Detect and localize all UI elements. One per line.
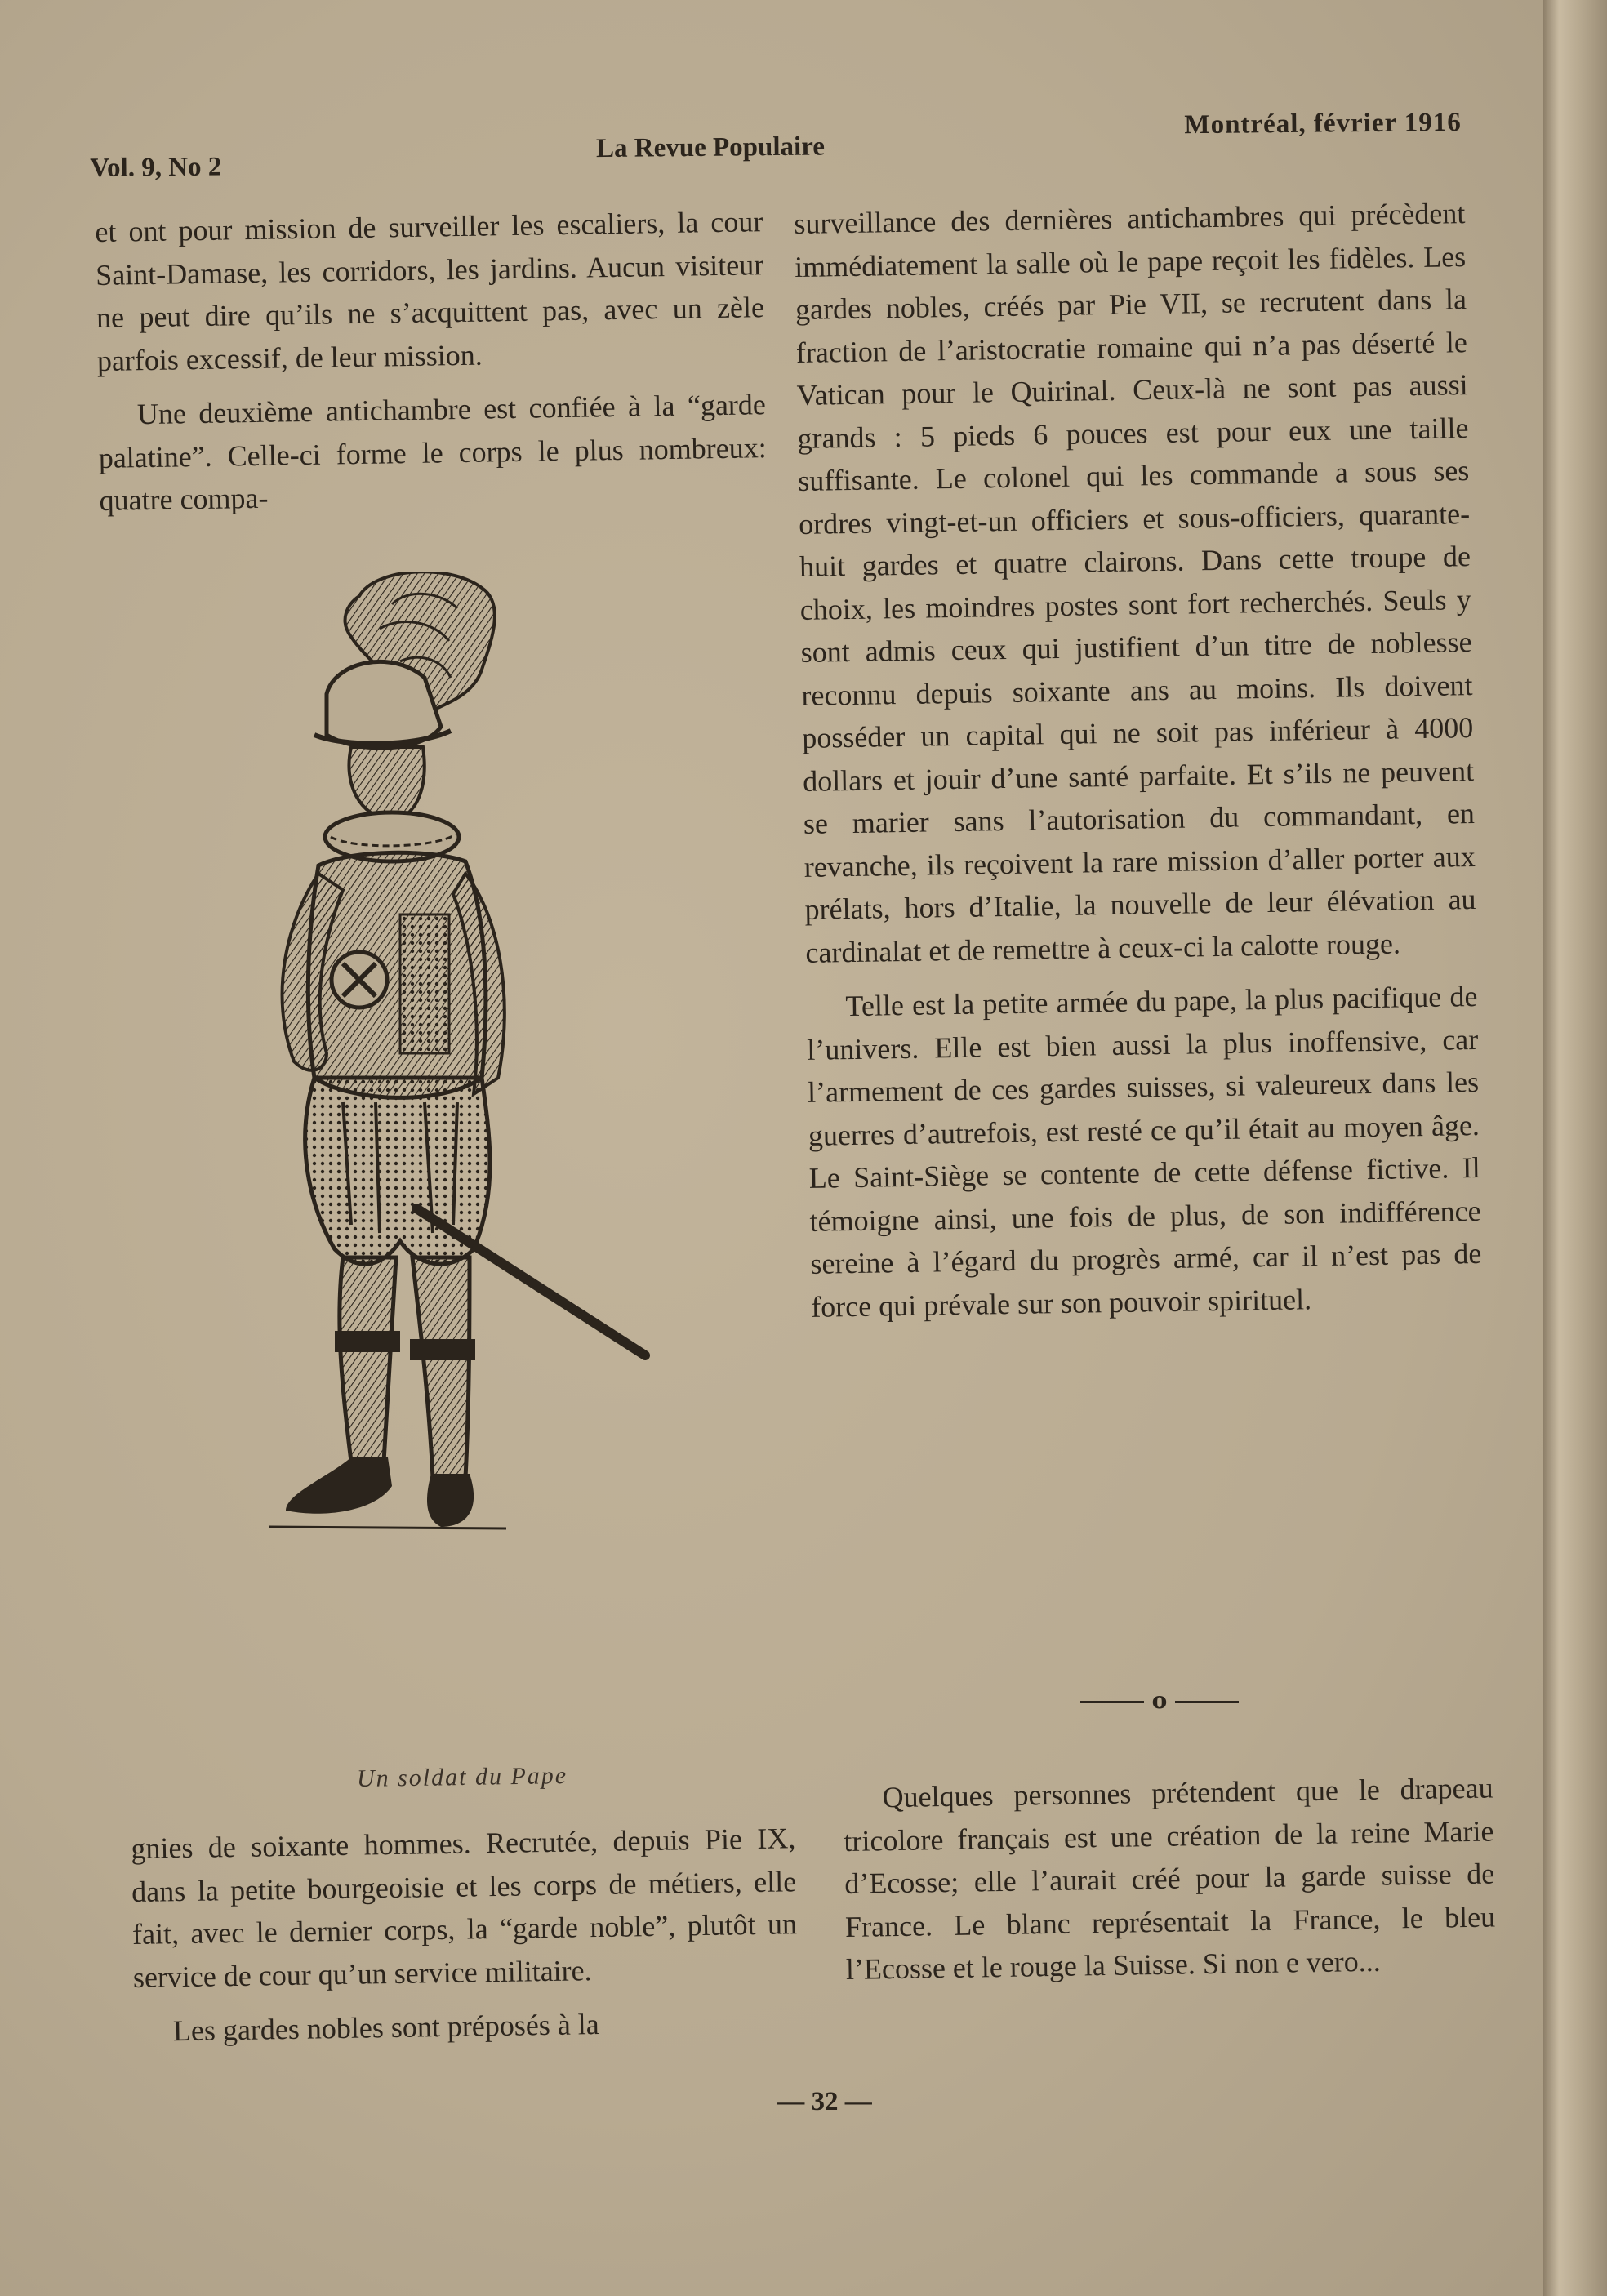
place-date: Montréal, février 1916 [1184, 107, 1462, 140]
left-column-top [95, 200, 768, 522]
paragraph: Quelques personnes prétendent que le drapeau tricolore français est une création de la reine Marie d’Ecosse; elle l’aurait créé pour la garde suisse de France. Le blanc représentait la France, le bleu l’Ecosse et le rouge la Suisse. Si non e vero... [844, 1771, 1496, 1986]
paragraph: surveillance des dernières antichambres qui précèdent immédiatement la salle où le pape reçoit les fidèles. Les gardes nobles, créés par Pie VII, se recrutent dans la fraction de l’aristocratie romaine qui n’a pas déserté le Vatican pour le Quirinal. Ceux-là ne sont pas aussi grands : 5 pieds 6 pouces est pour eux une taille suffisante. Le colonel qui les commande a sous ses ordres vingt-et-un officiers et sous-officiers, quarante-huit gardes et quatre clairons. Dans cette troupe de choix, les moindres postes sont fort recherchés. Seuls y sont admis ceux qui justifient d’un titre de noblesse reconnu depuis soixante ans au moins. Ils doivent posséder un capital qui ne soit pas inférieur à 4000 dollars et jouir d’une santé parfaite. Et s’ils ne peuvent se marier sans l’autorisation du commandant, en revanche, ils reçoivent la rare mission d’aller porter aux prélats, hors d’Italie, la nouvelle de leur élévation au cardinalat et de remettre à ceux-ci la calotte rouge. [794, 197, 1476, 969]
page-number: — 32 — [777, 2087, 872, 2116]
right-column-top [794, 192, 1483, 1328]
separator-mark: o [1151, 1687, 1168, 1714]
journal-title: La Revue Populaire [595, 131, 826, 164]
section-separator [1074, 1689, 1245, 1713]
paragraph: Une deuxième antichambre est confiée à la “garde palatine”. Celle-ci forme le corps le plus nombreux: quatre compa- [98, 388, 767, 517]
paragraph: gnies de soixante hommes. Recrutée, depuis Pie IX, dans la petite bourgeoisie et les corps de métiers, elle fait, avec le dernier corps, la “garde noble”, plutôt un service de cour qu’un service militaire. [131, 1822, 798, 1994]
swiss-guard-engraving [237, 572, 661, 1764]
page-header [90, 107, 1462, 184]
volume-number: Vol. 9, No 2 [90, 152, 222, 184]
figure-caption: Un soldat du Pape [356, 1761, 568, 1793]
paragraph: Telle est la petite armée du pape, la plus pacifique de l’univers. Elle est bien aussi la plus inoffensive, car l’armement de ces gardes suisses, si valeureux dans les guerres d’autrefois, est resté ce qu’il était au moyen âge. Le Saint-Siège se contente de cette défense fictive. Il témoigne ainsi, une fois de plus, de son indifférence sereine à l’égard du progrès armé, car il n’est pas de force qui prévale sur son pouvoir spirituel. [806, 979, 1482, 1324]
separator-rule [1175, 1701, 1239, 1703]
page-gutter [1543, 0, 1607, 2296]
right-column-bottom [843, 1755, 1496, 1991]
separator-rule [1080, 1701, 1144, 1703]
left-column-bottom [131, 1817, 799, 2053]
paragraph: et ont pour mission de surveiller les escaliers, la cour Saint-Damase, les corridors, les jardins. Aucun visiteur ne peut dire qu’ils ne s’acquittent pas, avec un zèle parfois excessif, de leur mission. [95, 205, 765, 377]
soldier-illustration [237, 572, 661, 1764]
paragraph: Les gardes nobles sont préposés à la [172, 2008, 600, 2048]
